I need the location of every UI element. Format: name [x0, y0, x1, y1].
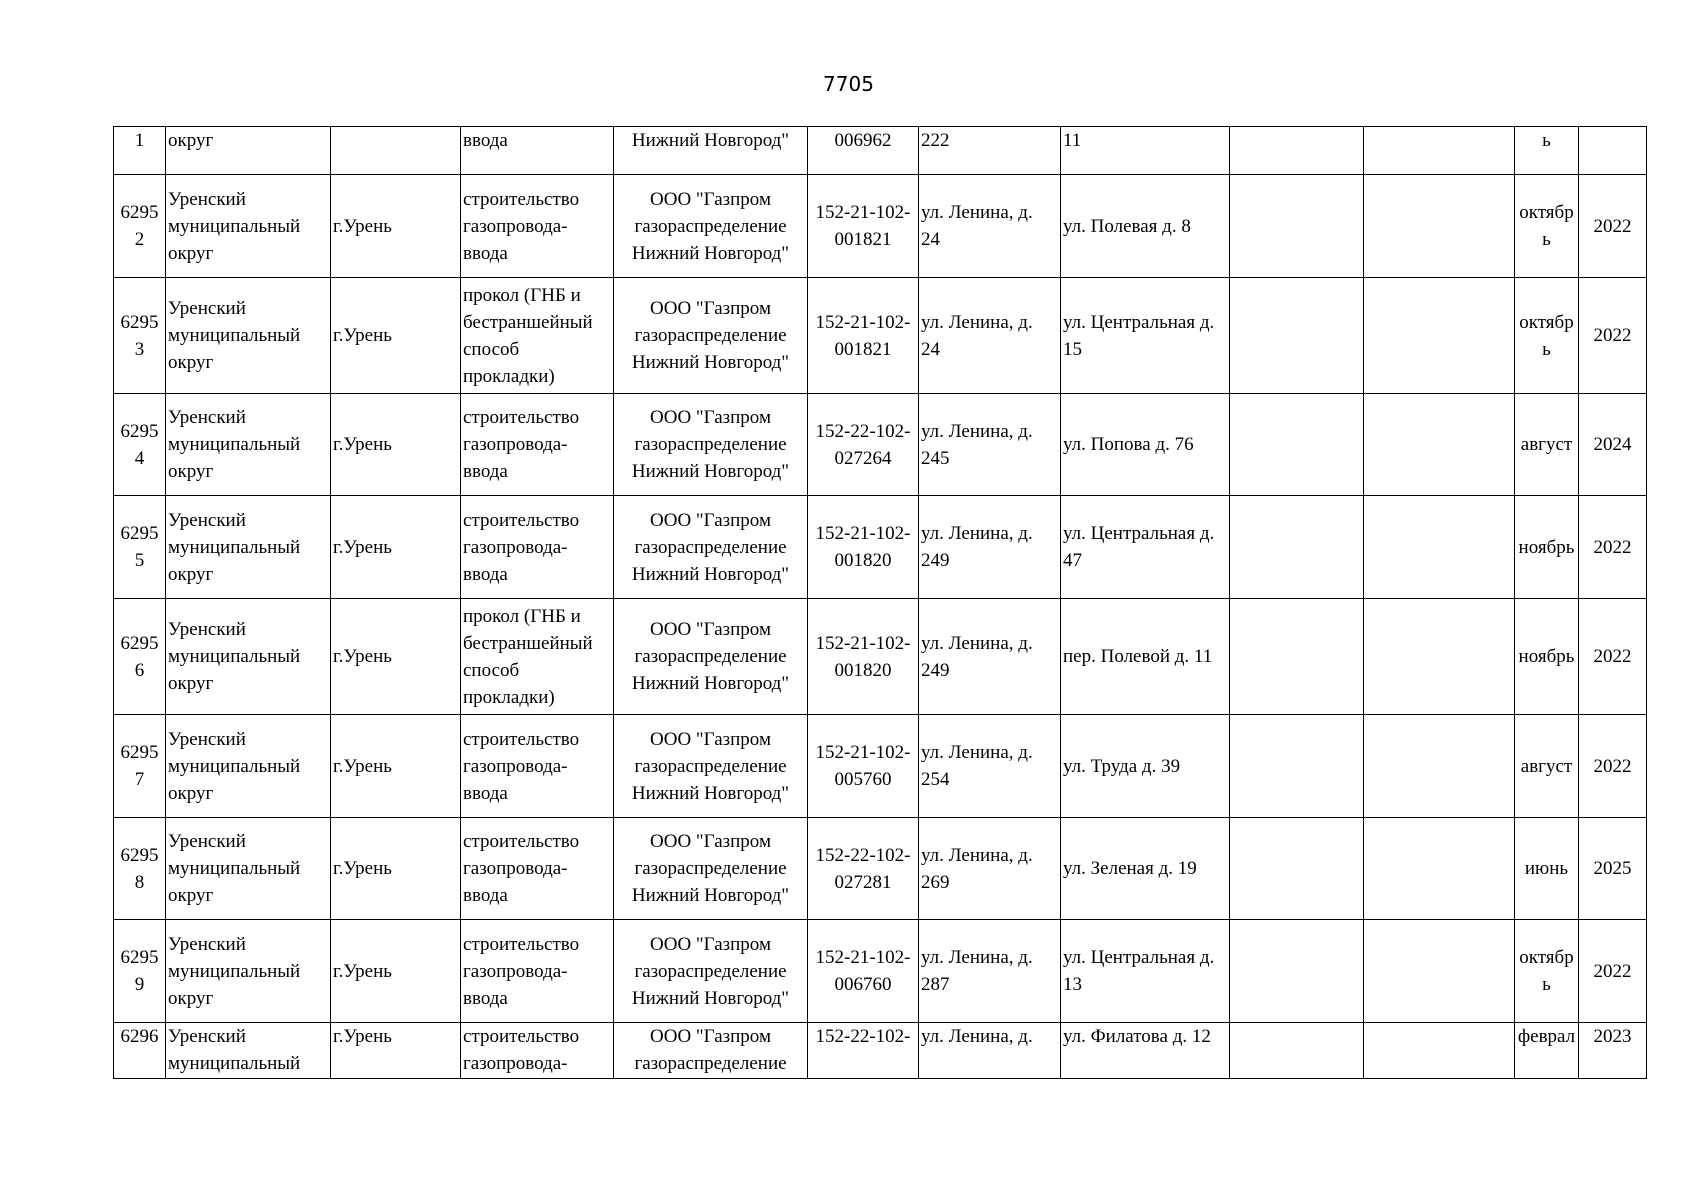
row-number: 6295 4 [114, 394, 166, 496]
empty-cell [1364, 175, 1515, 278]
organization-cell: ООО "Газпром газораспределение Нижний Новгород" [614, 599, 808, 715]
year-cell [1579, 127, 1647, 175]
organization-cell: ООО "Газпром газораспределение Нижний Новгород" [614, 278, 808, 394]
empty-cell [1364, 1023, 1515, 1079]
table-row [114, 127, 1647, 175]
district-cell: Уренский муниципальный округ [166, 175, 331, 278]
empty-cell [1230, 496, 1364, 599]
organization-cell: Нижний Новгород" [614, 127, 808, 175]
empty-cell [1230, 715, 1364, 818]
locality-cell: г.Урень [331, 496, 461, 599]
address-to-cell: ул. Центральная д. 13 [1061, 920, 1230, 1023]
empty-cell [1364, 920, 1515, 1023]
row-number: 6295 5 [114, 496, 166, 599]
table-row [114, 599, 1647, 715]
address-to-cell: ул. Попова д. 76 [1061, 394, 1230, 496]
row-number: 6295 3 [114, 278, 166, 394]
empty-cell [1230, 175, 1364, 278]
empty-cell [1230, 127, 1364, 175]
address-to-cell: ул. Полевая д. 8 [1061, 175, 1230, 278]
month-cell: август [1515, 715, 1579, 818]
row-number: 6296 [114, 1023, 166, 1079]
year-cell: 2022 [1579, 599, 1647, 715]
locality-cell: г.Урень [331, 278, 461, 394]
address-from-cell: ул. Ленина, д. 249 [919, 496, 1061, 599]
address-from-cell: ул. Ленина, д. 24 [919, 278, 1061, 394]
locality-cell: г.Урень [331, 818, 461, 920]
data-table [113, 126, 1647, 1079]
address-from-cell: ул. Ленина, д. 269 [919, 818, 1061, 920]
table-row [114, 715, 1647, 818]
row-number: 6295 2 [114, 175, 166, 278]
district-cell: Уренский муниципальный округ [166, 496, 331, 599]
page-number: 7705 [823, 72, 874, 96]
locality-cell: г.Урень [331, 394, 461, 496]
empty-cell [1230, 278, 1364, 394]
permit-code-cell: 152-22-102- 027281 [808, 818, 919, 920]
district-cell: Уренский муниципальный округ [166, 278, 331, 394]
address-to-cell: ул. Центральная д. 15 [1061, 278, 1230, 394]
organization-cell: ООО "Газпром газораспределение Нижний Новгород" [614, 920, 808, 1023]
district-cell: Уренский муниципальный округ [166, 715, 331, 818]
empty-cell [1230, 818, 1364, 920]
address-to-cell: ул. Филатова д. 12 [1061, 1023, 1230, 1079]
work-type-cell: строительство газопровода- ввода [461, 496, 614, 599]
year-cell: 2022 [1579, 496, 1647, 599]
address-from-cell: ул. Ленина, д. 245 [919, 394, 1061, 496]
year-cell: 2024 [1579, 394, 1647, 496]
organization-cell: ООО "Газпром газораспределение [614, 1023, 808, 1079]
permit-code-cell: 152-21-102- 001820 [808, 599, 919, 715]
table-row [114, 278, 1647, 394]
organization-cell: ООО "Газпром газораспределение Нижний Новгород" [614, 496, 808, 599]
work-type-cell: строительство газопровода- ввода [461, 920, 614, 1023]
empty-cell [1364, 394, 1515, 496]
district-cell: Уренский муниципальный [166, 1023, 331, 1079]
empty-cell [1230, 920, 1364, 1023]
table-row [114, 1023, 1647, 1079]
table-row [114, 394, 1647, 496]
address-from-cell: ул. Ленина, д. 287 [919, 920, 1061, 1023]
table-row [114, 818, 1647, 920]
work-type-cell: ввода [461, 127, 614, 175]
month-cell: ь [1515, 127, 1579, 175]
permit-code-cell: 152-21-102- 006760 [808, 920, 919, 1023]
permit-code-cell: 152-21-102- 005760 [808, 715, 919, 818]
year-cell: 2025 [1579, 818, 1647, 920]
month-cell: ноябрь [1515, 599, 1579, 715]
address-to-cell: ул. Центральная д. 47 [1061, 496, 1230, 599]
work-type-cell: прокол (ГНБ и бестраншейный способ прокладки) [461, 599, 614, 715]
empty-cell [1364, 818, 1515, 920]
district-cell: Уренский муниципальный округ [166, 818, 331, 920]
row-number: 6295 9 [114, 920, 166, 1023]
table-row [114, 920, 1647, 1023]
empty-cell [1230, 1023, 1364, 1079]
locality-cell: г.Урень [331, 599, 461, 715]
permit-code-cell: 152-21-102- 001821 [808, 278, 919, 394]
table-row [114, 175, 1647, 278]
empty-cell [1364, 715, 1515, 818]
empty-cell [1230, 394, 1364, 496]
address-to-cell: ул. Труда д. 39 [1061, 715, 1230, 818]
work-type-cell: строительство газопровода- ввода [461, 175, 614, 278]
permit-code-cell: 006962 [808, 127, 919, 175]
organization-cell: ООО "Газпром газораспределение Нижний Новгород" [614, 715, 808, 818]
permit-code-cell: 152-22-102- [808, 1023, 919, 1079]
month-cell: октябр ь [1515, 175, 1579, 278]
district-cell: Уренский муниципальный округ [166, 599, 331, 715]
row-number: 1 [114, 127, 166, 175]
address-from-cell: ул. Ленина, д. [919, 1023, 1061, 1079]
table-body [114, 127, 1647, 1079]
address-from-cell: ул. Ленина, д. 249 [919, 599, 1061, 715]
organization-cell: ООО "Газпром газораспределение Нижний Новгород" [614, 818, 808, 920]
month-cell: июнь [1515, 818, 1579, 920]
address-to-cell: 11 [1061, 127, 1230, 175]
month-cell: октябр ь [1515, 278, 1579, 394]
permit-code-cell: 152-21-102- 001821 [808, 175, 919, 278]
row-number: 6295 7 [114, 715, 166, 818]
work-type-cell: строительство газопровода- ввода [461, 818, 614, 920]
district-cell: округ [166, 127, 331, 175]
organization-cell: ООО "Газпром газораспределение Нижний Новгород" [614, 175, 808, 278]
empty-cell [1364, 599, 1515, 715]
empty-cell [1364, 127, 1515, 175]
row-number: 6295 8 [114, 818, 166, 920]
month-cell: феврал [1515, 1023, 1579, 1079]
year-cell: 2022 [1579, 175, 1647, 278]
table-row [114, 496, 1647, 599]
work-type-cell: прокол (ГНБ и бестраншейный способ прокладки) [461, 278, 614, 394]
empty-cell [1364, 278, 1515, 394]
permit-code-cell: 152-21-102- 001820 [808, 496, 919, 599]
work-type-cell: строительство газопровода- ввода [461, 394, 614, 496]
work-type-cell: строительство газопровода- ввода [461, 715, 614, 818]
empty-cell [1364, 496, 1515, 599]
year-cell: 2023 [1579, 1023, 1647, 1079]
month-cell: август [1515, 394, 1579, 496]
locality-cell: г.Урень [331, 1023, 461, 1079]
organization-cell: ООО "Газпром газораспределение Нижний Новгород" [614, 394, 808, 496]
month-cell: ноябрь [1515, 496, 1579, 599]
address-to-cell: ул. Зеленая д. 19 [1061, 818, 1230, 920]
address-from-cell: 222 [919, 127, 1061, 175]
permit-code-cell: 152-22-102- 027264 [808, 394, 919, 496]
month-cell: октябр ь [1515, 920, 1579, 1023]
address-from-cell: ул. Ленина, д. 24 [919, 175, 1061, 278]
locality-cell: г.Урень [331, 715, 461, 818]
address-to-cell: пер. Полевой д. 11 [1061, 599, 1230, 715]
year-cell: 2022 [1579, 920, 1647, 1023]
empty-cell [1230, 599, 1364, 715]
address-from-cell: ул. Ленина, д. 254 [919, 715, 1061, 818]
year-cell: 2022 [1579, 715, 1647, 818]
work-type-cell: строительство газопровода- [461, 1023, 614, 1079]
district-cell: Уренский муниципальный округ [166, 920, 331, 1023]
locality-cell [331, 127, 461, 175]
year-cell: 2022 [1579, 278, 1647, 394]
locality-cell: г.Урень [331, 175, 461, 278]
locality-cell: г.Урень [331, 920, 461, 1023]
row-number: 6295 6 [114, 599, 166, 715]
district-cell: Уренский муниципальный округ [166, 394, 331, 496]
